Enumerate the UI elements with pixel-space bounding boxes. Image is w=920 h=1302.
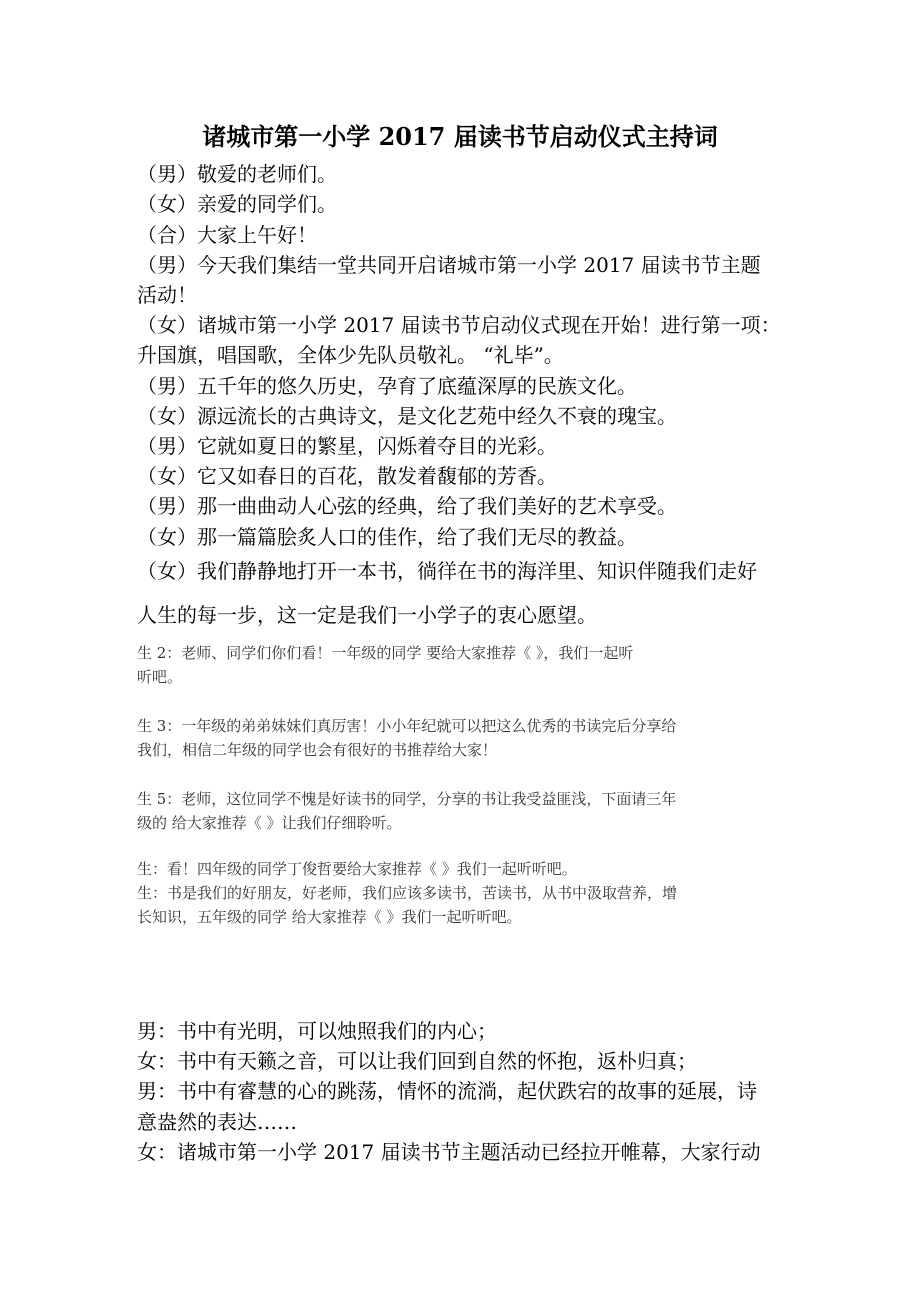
script-line: （男）五千年的悠久历史，孕育了底蕴深厚的民族文化。 xyxy=(137,374,637,398)
script-line: （女）我们静静地打开一本书，徜徉在书的海洋里、知识伴随我们走好 xyxy=(137,559,757,583)
student-line: 级的 给大家推荐《 》让我们仔细聆听。 xyxy=(137,814,402,832)
student-line: 长知识，五年级的同学 给大家推荐《 》我们一起听听吧。 xyxy=(137,908,522,926)
student-line: 我们，相信二年级的同学也会有很好的书推荐给大家！ xyxy=(137,741,498,759)
document-title: 诸城市第一小学 2017 届读书节启动仪式主持词 xyxy=(202,122,718,151)
script-line: 活动！ xyxy=(137,283,197,307)
student-line: 生：书是我们的好朋友，好老师，我们应该多读书，苦读书，从书中汲取营养，增 xyxy=(137,884,678,902)
closing-line: 女：诸城市第一小学 2017 届读书节主题活动已经拉开帷幕，大家行动 xyxy=(137,1140,761,1164)
script-line: （女）它又如春日的百花，散发着馥郁的芳香。 xyxy=(137,464,557,488)
script-line: （女）诸城市第一小学 2017 届读书节启动仪式现在开始！进行第一项： xyxy=(137,313,781,337)
script-line: （男）敬爱的老师们。 xyxy=(137,162,337,186)
script-line: （女）那一篇篇脍炙人口的佳作，给了我们无尽的教益。 xyxy=(137,525,637,549)
script-line: （女）亲爱的同学们。 xyxy=(137,192,337,216)
closing-line: 男：书中有光明，可以烛照我们的内心； xyxy=(137,1019,497,1043)
student-line: 生：看！四年级的同学丁俊哲要给大家推荐《 》我们一起听听吧。 xyxy=(137,860,577,878)
closing-line: 女：书中有天籁之音，可以让我们回到自然的怀抱，返朴归真； xyxy=(137,1049,697,1073)
script-line: 人生的每一步，这一定是我们一小学子的衷心愿望。 xyxy=(137,603,597,627)
student-line: 生 3：一年级的弟弟妹妹们真厉害！小小年纪就可以把这么优秀的书读完后分享给 xyxy=(137,717,677,735)
script-line: 升国旗，唱国歌，全体少先队员敬礼。 “礼毕”。 xyxy=(137,343,564,367)
closing-line: 男：书中有睿慧的心的跳荡，情怀的流淌，起伏跌宕的故事的延展，诗 xyxy=(137,1079,757,1103)
script-line: （男）它就如夏日的繁星，闪烁着夺目的光彩。 xyxy=(137,434,557,458)
script-line: （女）源远流长的古典诗文，是文化艺苑中经久不衰的瑰宝。 xyxy=(137,404,677,428)
student-line: 生 2：老师、同学们你们看！一年级的同学 要给大家推荐《 》，我们一起听 xyxy=(137,644,634,662)
script-line: （合）大家上午好！ xyxy=(137,223,317,247)
student-line: 听吧。 xyxy=(137,668,183,686)
script-line: （男）今天我们集结一堂共同开启诸城市第一小学 2017 届读书节主题 xyxy=(137,253,761,277)
script-line: （男）那一曲曲动人心弦的经典，给了我们美好的艺术享受。 xyxy=(137,494,677,518)
student-line: 生 5：老师，这位同学不愧是好读书的同学，分享的书让我受益匪浅，下面请三年 xyxy=(137,790,677,808)
closing-line: 意盎然的表达…… xyxy=(137,1110,297,1134)
